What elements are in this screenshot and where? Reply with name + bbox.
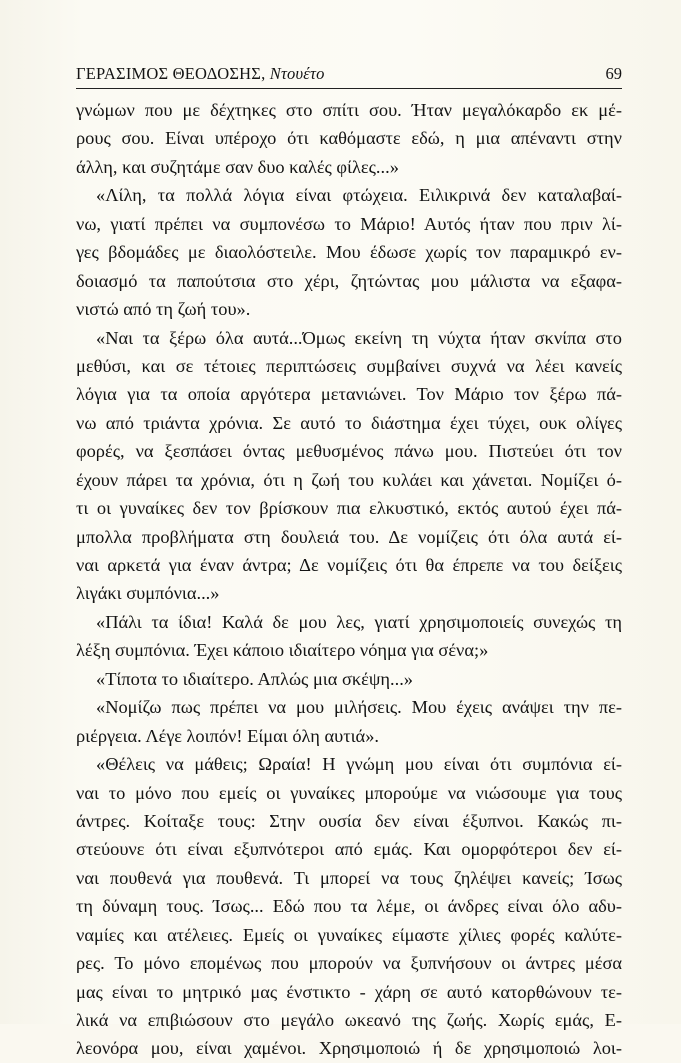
running-head-title [76, 64, 325, 84]
text-line: άλλη, και συζητάμε σαν δυο καλές φίλες...» [76, 156, 399, 177]
text-line: νω από τριάντα χρόνια. Σε αυτό το διάστημα έχει τύχει, ουκ ολίγες [76, 412, 622, 433]
text-line: «Νομίζω πως πρέπει να μου μιλήσεις. Μου έχεις ανάψει την πε- [96, 697, 622, 718]
text-line: μπολλα προβλήματα στη δουλειά του. Δε νομίζεις ότι όλα αυτά εί- [76, 526, 622, 547]
text-line: τη δύναμη τους. Ίσως... Εδώ που τα λέμε, οι άνδρες είναι όλο αδυ- [76, 896, 622, 917]
text-line: ρες. Το μόνο επομένως που μπορούν να ξυπνήσουν οι άντρες μέσα [76, 953, 622, 974]
author-name: ΓΕΡΑΣΙΜΟΣ ΘΕΟΔΟΣΗΣ, [76, 64, 266, 83]
text-line: ναι αρκετά για έναν άντρα; Δε νομίζεις ότι θα έπρεπε να του δείξεις [76, 555, 622, 575]
page-number: 69 [605, 64, 622, 83]
body-text [76, 96, 622, 1063]
text-line: γνώμων που με δέχτηκες στο σπίτι σου. Ήταν μεγαλόκαρδο εκ μέ- [76, 100, 622, 120]
header-rule [76, 88, 622, 89]
text-line: έχουν πάρει τα χρόνια, ότι η ζωή του κυλάει και χάνεται. Νομίζει ό- [76, 469, 622, 490]
text-line: «Θέλεις να μάθεις; Ωραία! Η γνώμη μου είναι ότι συμπόνια εί- [96, 754, 622, 775]
text-line: γες βδομάδες με διαολόστειλε. Μου έδωσε χωρίς τον παραμικρό εν- [76, 242, 622, 263]
text-line: μεθύσι, και σε τέτοιες περιπτώσεις συμβαίνει συχνά να λέει κανείς [76, 355, 622, 376]
text-line: «Πάλι τα ίδια! Καλά δε μου λες, γιατί χρησιμοποιείς συνεχώς τη [96, 611, 622, 632]
text-line: στεύουνε ότι είναι εξυπνότεροι από εμάς. Και ομορφότεροι δεν εί- [76, 839, 622, 860]
text-line: ναι πουθενά για πουθενά. Τι μπορεί να τους ζηλέψει κανείς; Ίσως [76, 867, 622, 888]
text-line: μας είναι το μητρικό μας ένστικτο - χάρη σε αυτό κατορθώνουν τε- [76, 981, 622, 1002]
text-line: δοιασμό τα παπούτσια στο χέρι, ζητώντας μου μάλιστα να εξαφα- [76, 270, 622, 291]
work-title: Ντουέτο [269, 64, 325, 83]
text-line: «Τίποτα το ιδιαίτερο. Απλώς μια σκέψη...» [96, 668, 414, 689]
running-head [76, 64, 622, 88]
text-line: ριέργεια. Λέγε λοιπόν! Είμαι όλη αυτιά». [76, 725, 379, 746]
text-line: νιστώ από τη ζωή του». [76, 299, 251, 320]
text-line: «Λίλη, τα πολλά λόγια είναι φτώχεια. Ειλικρινά δεν καταλαβαί- [96, 185, 622, 206]
text-line: λέξη συμπόνια. Έχει κάποιο ιδιαίτερο νόημα για σένα;» [76, 640, 489, 661]
text-line: φορές, να ξεσπάσει όντας μεθυσμένος πάνω μου. Πιστεύει ότι τον [76, 441, 622, 462]
text-line: λικά να επιβιώσουν στο μεγάλο ωκεανό της ζωής. Χωρίς εμάς, Ε- [76, 1010, 622, 1030]
text-line: τι οι γυναίκες δεν τον βρίσκουν πια ελκυστικό, εκτός αυτού έχει πά- [76, 498, 622, 519]
text-line: ρους σου. Είναι υπέροχο ότι καθόμαστε εδώ, η μια απέναντι στην [76, 128, 622, 149]
text-line: λιγάκι συμπόνια...» [76, 583, 220, 604]
text-line: άντρες. Κοίταξε τους: Στην ουσία δεν είναι έξυπνοι. Κακώς πι- [76, 810, 622, 831]
text-line: «Ναι τα ξέρω όλα αυτά...Όμως εκείνη τη νύχτα ήταν σκνίπα στο [96, 327, 622, 348]
text-line: λόγια για τα οποία αργότερα μετανιώνει. Τον Μάριο τον ξέρω πά- [76, 384, 622, 405]
text-line: λεονόρα μου, είναι χαμένοι. Χρησιμοποιώ ή δε χρησιμοποιώ λοι- [76, 1038, 622, 1059]
text-line: ναμίες και ατέλειες. Εμείς οι γυναίκες είμαστε χίλιες φορές καλύτε- [76, 924, 622, 945]
text-line: ναι το μόνο που εμείς οι γυναίκες μπορούμε να νιώσουμε για τους [76, 782, 622, 803]
text-line: νω, γιατί πρέπει να συμπονέσω το Μάριο! Αυτός ήταν που πριν λί- [76, 213, 622, 234]
